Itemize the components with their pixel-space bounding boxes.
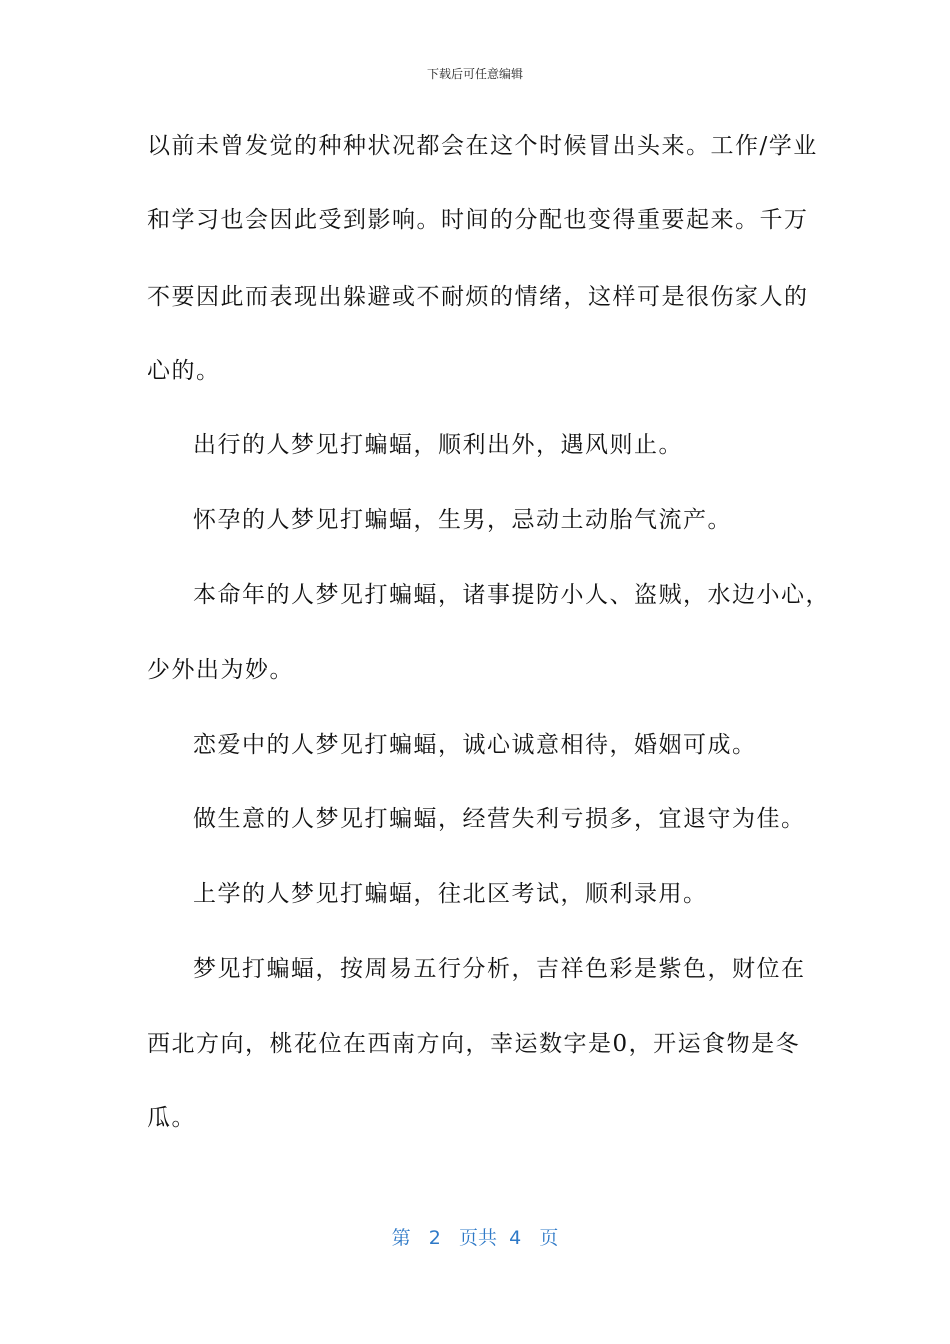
total-pages-number: 4 [509,1227,522,1249]
page-footer [0,1225,950,1251]
footer-suffix: 页 [539,1227,559,1249]
paragraph-line: 以前未曾发觉的种种状况都会在这个时候冒出头来。工作/学业 [147,133,818,159]
footer-middle: 页共 [459,1227,498,1249]
paragraph-line: 心的。 [147,358,221,384]
paragraph-study: 上学的人梦见打蝙蝠，往北区考试，顺利录用。 [193,881,708,907]
paragraph-pregnancy: 怀孕的人梦见打蝙蝠，生男，忌动土动胎气流产。 [193,507,732,533]
paragraph-summary: 梦见打蝙蝠，按周易五行分析，吉祥色彩是紫色，财位在 [193,956,806,982]
paragraph-line: 和学习也会因此受到影响。时间的分配也变得重要起来。千万 [147,207,809,233]
paragraph-travel: 出行的人梦见打蝙蝠，顺利出外，遇风则止。 [193,432,683,458]
paragraph-line: 西北方向，桃花位在西南方向，幸运数字是0，开运食物是冬 [147,1031,801,1057]
paragraph-line: 少外出为妙。 [147,657,294,683]
paragraph-line: 不要因此而表现出躲避或不耐烦的情绪，这样可是很伤家人的 [147,284,809,310]
paragraph-love: 恋爱中的人梦见打蝙蝠，诚心诚意相待，婚姻可成。 [193,732,757,758]
footer-prefix: 第 [391,1227,411,1249]
paragraph-line: 瓜。 [147,1105,196,1131]
paragraph-business: 做生意的人梦见打蝙蝠，经营失利亏损多，宜退守为佳。 [193,806,806,832]
current-page-number: 2 [428,1227,441,1249]
page-header: 下载后可任意编辑 [426,67,523,81]
paragraph-zodiac-year: 本命年的人梦见打蝙蝠，诸事提防小人、盗贼，水边小心， [193,582,830,608]
